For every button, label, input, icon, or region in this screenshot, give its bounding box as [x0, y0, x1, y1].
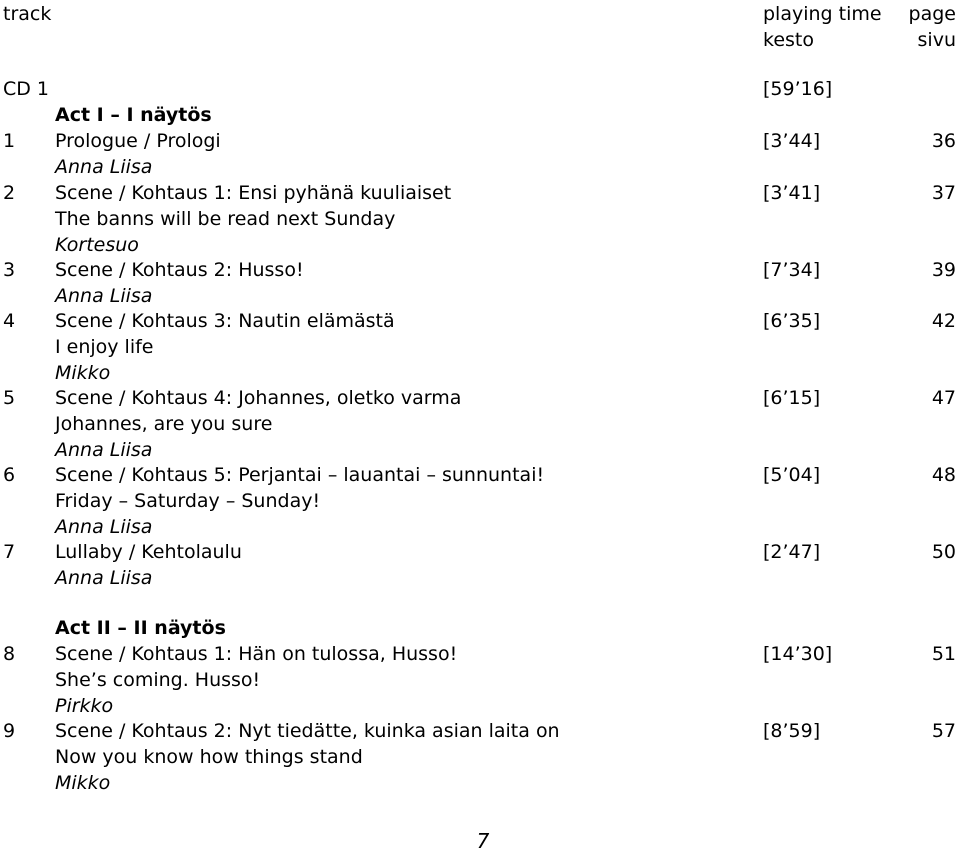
track-singer-row — [0, 514, 960, 540]
track-time: [5’04] — [763, 464, 821, 486]
track-time: [7’34] — [763, 259, 821, 281]
track-title: Scene / Kohtaus 3: Nautin elämästä — [55, 310, 395, 332]
track-singer: Kortesuo — [55, 234, 139, 256]
track-row — [0, 128, 960, 154]
track-number: 9 — [3, 720, 16, 742]
track-title: Scene / Kohtaus 2: Husso! — [55, 259, 304, 281]
header-row — [0, 1, 960, 27]
track-page: 57 — [931, 720, 956, 742]
track-number: 4 — [3, 310, 16, 332]
header-row-finnish — [0, 27, 960, 53]
playing-time-column-header: playing time — [763, 3, 882, 25]
track-title: Lullaby / Kehtolaulu — [55, 541, 242, 563]
track-number: 5 — [3, 387, 16, 409]
cd-row — [0, 76, 960, 102]
track-singer-row — [0, 770, 960, 796]
track-english-title: She’s coming. Husso! — [55, 669, 261, 691]
sivu-column-header: sivu — [917, 29, 956, 51]
act-heading — [0, 102, 960, 128]
page-number: 7 — [476, 829, 490, 853]
track-row — [0, 641, 960, 667]
track-english-row — [0, 411, 960, 437]
track-singer: Mikko — [55, 772, 111, 794]
track-english-title: Now you know how things stand — [55, 746, 363, 768]
track-english-row — [0, 744, 960, 770]
track-title: Scene / Kohtaus 5: Perjantai – lauantai – sunnuntai! — [55, 464, 545, 486]
kesto-column-header: kesto — [763, 29, 814, 51]
track-row — [0, 385, 960, 411]
cd-total-time: [59’16] — [763, 78, 833, 100]
track-row — [0, 180, 960, 206]
track-page: 50 — [931, 541, 956, 563]
page-column-header: page — [908, 3, 956, 25]
track-singer: Anna Liisa — [55, 285, 153, 307]
track-number: 8 — [3, 643, 16, 665]
track-time: [14’30] — [763, 643, 833, 665]
track-page: 47 — [931, 387, 956, 409]
track-row — [0, 718, 960, 744]
track-singer-row — [0, 283, 960, 309]
track-time: [2’47] — [763, 541, 821, 563]
act-heading — [0, 615, 960, 641]
track-row — [0, 308, 960, 334]
track-title: Prologue / Prologi — [55, 130, 221, 152]
track-row — [0, 462, 960, 488]
track-time: [6’15] — [763, 387, 821, 409]
track-page: 39 — [931, 259, 956, 281]
track-page: 36 — [931, 130, 956, 152]
track-number: 3 — [3, 259, 16, 281]
track-number: 7 — [3, 541, 16, 563]
track-number: 1 — [3, 130, 16, 152]
track-number: 6 — [3, 464, 16, 486]
track-row — [0, 539, 960, 565]
track-singer-row — [0, 232, 960, 258]
track-english-row — [0, 488, 960, 514]
track-singer-row — [0, 154, 960, 180]
track-title: Scene / Kohtaus 4: Johannes, oletko varma — [55, 387, 462, 409]
track-time: [8’59] — [763, 720, 821, 742]
track-time: [3’44] — [763, 130, 821, 152]
track-title: Scene / Kohtaus 1: Ensi pyhänä kuuliaiset — [55, 182, 452, 204]
track-singer-row — [0, 437, 960, 463]
track-singer: Anna Liisa — [55, 516, 153, 538]
track-page: 48 — [931, 464, 956, 486]
track-time: [6’35] — [763, 310, 821, 332]
track-singer: Anna Liisa — [55, 156, 153, 178]
track-singer-row — [0, 693, 960, 719]
track-row — [0, 257, 960, 283]
track-page: 42 — [931, 310, 956, 332]
act-title: Act I – I näytös — [55, 104, 212, 126]
track-time: [3’41] — [763, 182, 821, 204]
track-english-title: Johannes, are you sure — [55, 413, 273, 435]
track-page: 51 — [931, 643, 956, 665]
page-number-footer — [0, 828, 960, 854]
track-title: Scene / Kohtaus 2: Nyt tiedätte, kuinka asian laita on — [55, 720, 560, 742]
track-singer: Pirkko — [55, 695, 114, 717]
track-english-row — [0, 334, 960, 360]
track-column-header: track — [3, 3, 52, 25]
track-singer: Anna Liisa — [55, 567, 153, 589]
track-singer-row — [0, 565, 960, 591]
track-singer: Anna Liisa — [55, 439, 153, 461]
track-english-title: The banns will be read next Sunday — [55, 208, 396, 230]
track-singer-row — [0, 360, 960, 386]
track-english-row — [0, 667, 960, 693]
track-title: Scene / Kohtaus 1: Hän on tulossa, Husso! — [55, 643, 458, 665]
track-page: 37 — [931, 182, 956, 204]
track-english-title: Friday – Saturday – Sunday! — [55, 490, 321, 512]
act-title: Act II – II näytös — [55, 617, 226, 639]
cd-label: CD 1 — [3, 78, 50, 100]
track-english-title: I enjoy life — [55, 336, 154, 358]
track-number: 2 — [3, 182, 16, 204]
track-english-row — [0, 206, 960, 232]
track-singer: Mikko — [55, 362, 111, 384]
